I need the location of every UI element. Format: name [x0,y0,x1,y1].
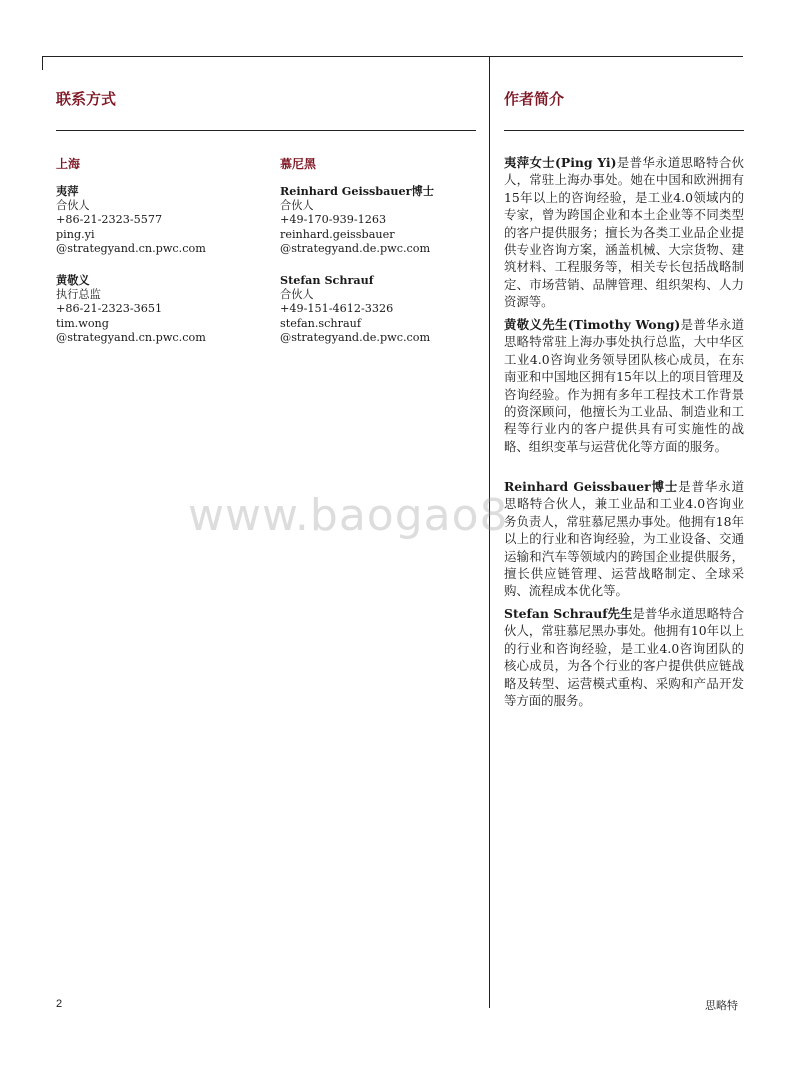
contact-phone: +49-151-4612-3326 [280,302,394,316]
contact-card [56,184,266,257]
contact-email-user: tim.wong [56,316,109,330]
contact-phone: +86-21-2323-5577 [56,213,163,227]
bio-section-title: 作者简介 [504,90,565,108]
contact-section-title: 联系方式 [56,90,117,108]
footer-brand: 思略特 [705,999,738,1012]
city-shanghai: 上海 [56,157,81,171]
contact-name: 夷萍 [56,184,79,198]
bio-name: Stefan Schrauf先生 [504,606,633,621]
bio-name: 黄敬义先生(Timothy Wong) [504,317,681,332]
contact-email-domain: @strategyand.cn.pwc.com [56,242,206,256]
bio-text: 是普华永道思略特合伙人，常驻上海办事处。她在中国和欧洲拥有15年以上的咨询经验，是工业4.0领域内的专家，曾为跨国企业和本土企业等不同类型的客户提供服务；擅长为各类工业品企业提供专业咨询方案，涵盖机械、大宗货物、建筑材料、工程服务等，相关专长包括战略制定、市场营销、品牌管理、组织架构、人力资源等。 [504,155,744,310]
bio-text: 是普华永道思略特常驻上海办事处执行总监，大中华区工业4.0咨询业务领导团队核心成员，在东南亚和中国地区拥有15年以上的项目管理及咨询经验。作为拥有多年工程技术工作背景的资深顾问，他擅长为工业品、制造业和工程等行业内的客户提供具有可实施性的战略、组织变革与运营优化等方面的服务。 [504,317,744,454]
contact-card [280,273,490,346]
bio-text: 是普华永道思略特合伙人，常驻慕尼黑办事处。他拥有10年以上的行业和咨询经验，是工业4.0咨询团队的核心成员，为各个行业的客户提供供应链战略及转型、运营模式重构、采购和产品开发等方面的服务。 [504,606,744,709]
contact-name: 黄敬义 [56,273,90,287]
contact-card [280,184,490,257]
contact-role: 合伙人 [280,287,314,301]
bio-title-rule [504,130,744,131]
contact-role: 执行总监 [56,287,101,301]
contact-email-user: ping.yi [56,227,95,241]
contact-role: 合伙人 [56,198,90,212]
bio-paragraph [504,478,744,600]
corner-tick [42,56,43,70]
city-munich: 慕尼黑 [280,157,317,171]
contact-email-domain: @strategyand.cn.pwc.com [56,331,206,345]
contact-phone: +86-21-2323-3651 [56,302,163,316]
page-number: 2 [56,998,63,1010]
bio-paragraph [504,316,744,455]
watermark: www.baogao8 [188,490,509,541]
contact-name: Stefan Schrauf [280,273,374,287]
bio-paragraph [504,605,744,709]
contact-phone: +49-170-939-1263 [280,213,387,227]
contact-name: Reinhard Geissbauer博士 [280,184,434,198]
contact-role: 合伙人 [280,198,314,212]
contact-card [56,273,266,346]
bio-text: 是普华永道思略特合伙人，兼工业品和工业4.0咨询业务负责人，常驻慕尼黑办事处。他拥有18年以上的行业和咨询经验，为工业设备、交通运输和汽车等领域内的跨国企业提供服务，擅长供应链管理、运营战略制定、全球采购、流程成本优化等。 [504,479,744,599]
contact-email-user: stefan.schrauf [280,316,362,330]
bio-paragraph [504,154,744,311]
bio-name: 夷萍女士(Ping Yi) [504,155,617,170]
top-rule [42,56,743,57]
contact-email-domain: @strategyand.de.pwc.com [280,331,431,345]
contact-title-rule [56,130,476,131]
contact-email-domain: @strategyand.de.pwc.com [280,242,431,256]
contact-email-user: reinhard.geissbauer [280,227,395,241]
bio-name: Reinhard Geissbauer博士 [504,479,679,494]
